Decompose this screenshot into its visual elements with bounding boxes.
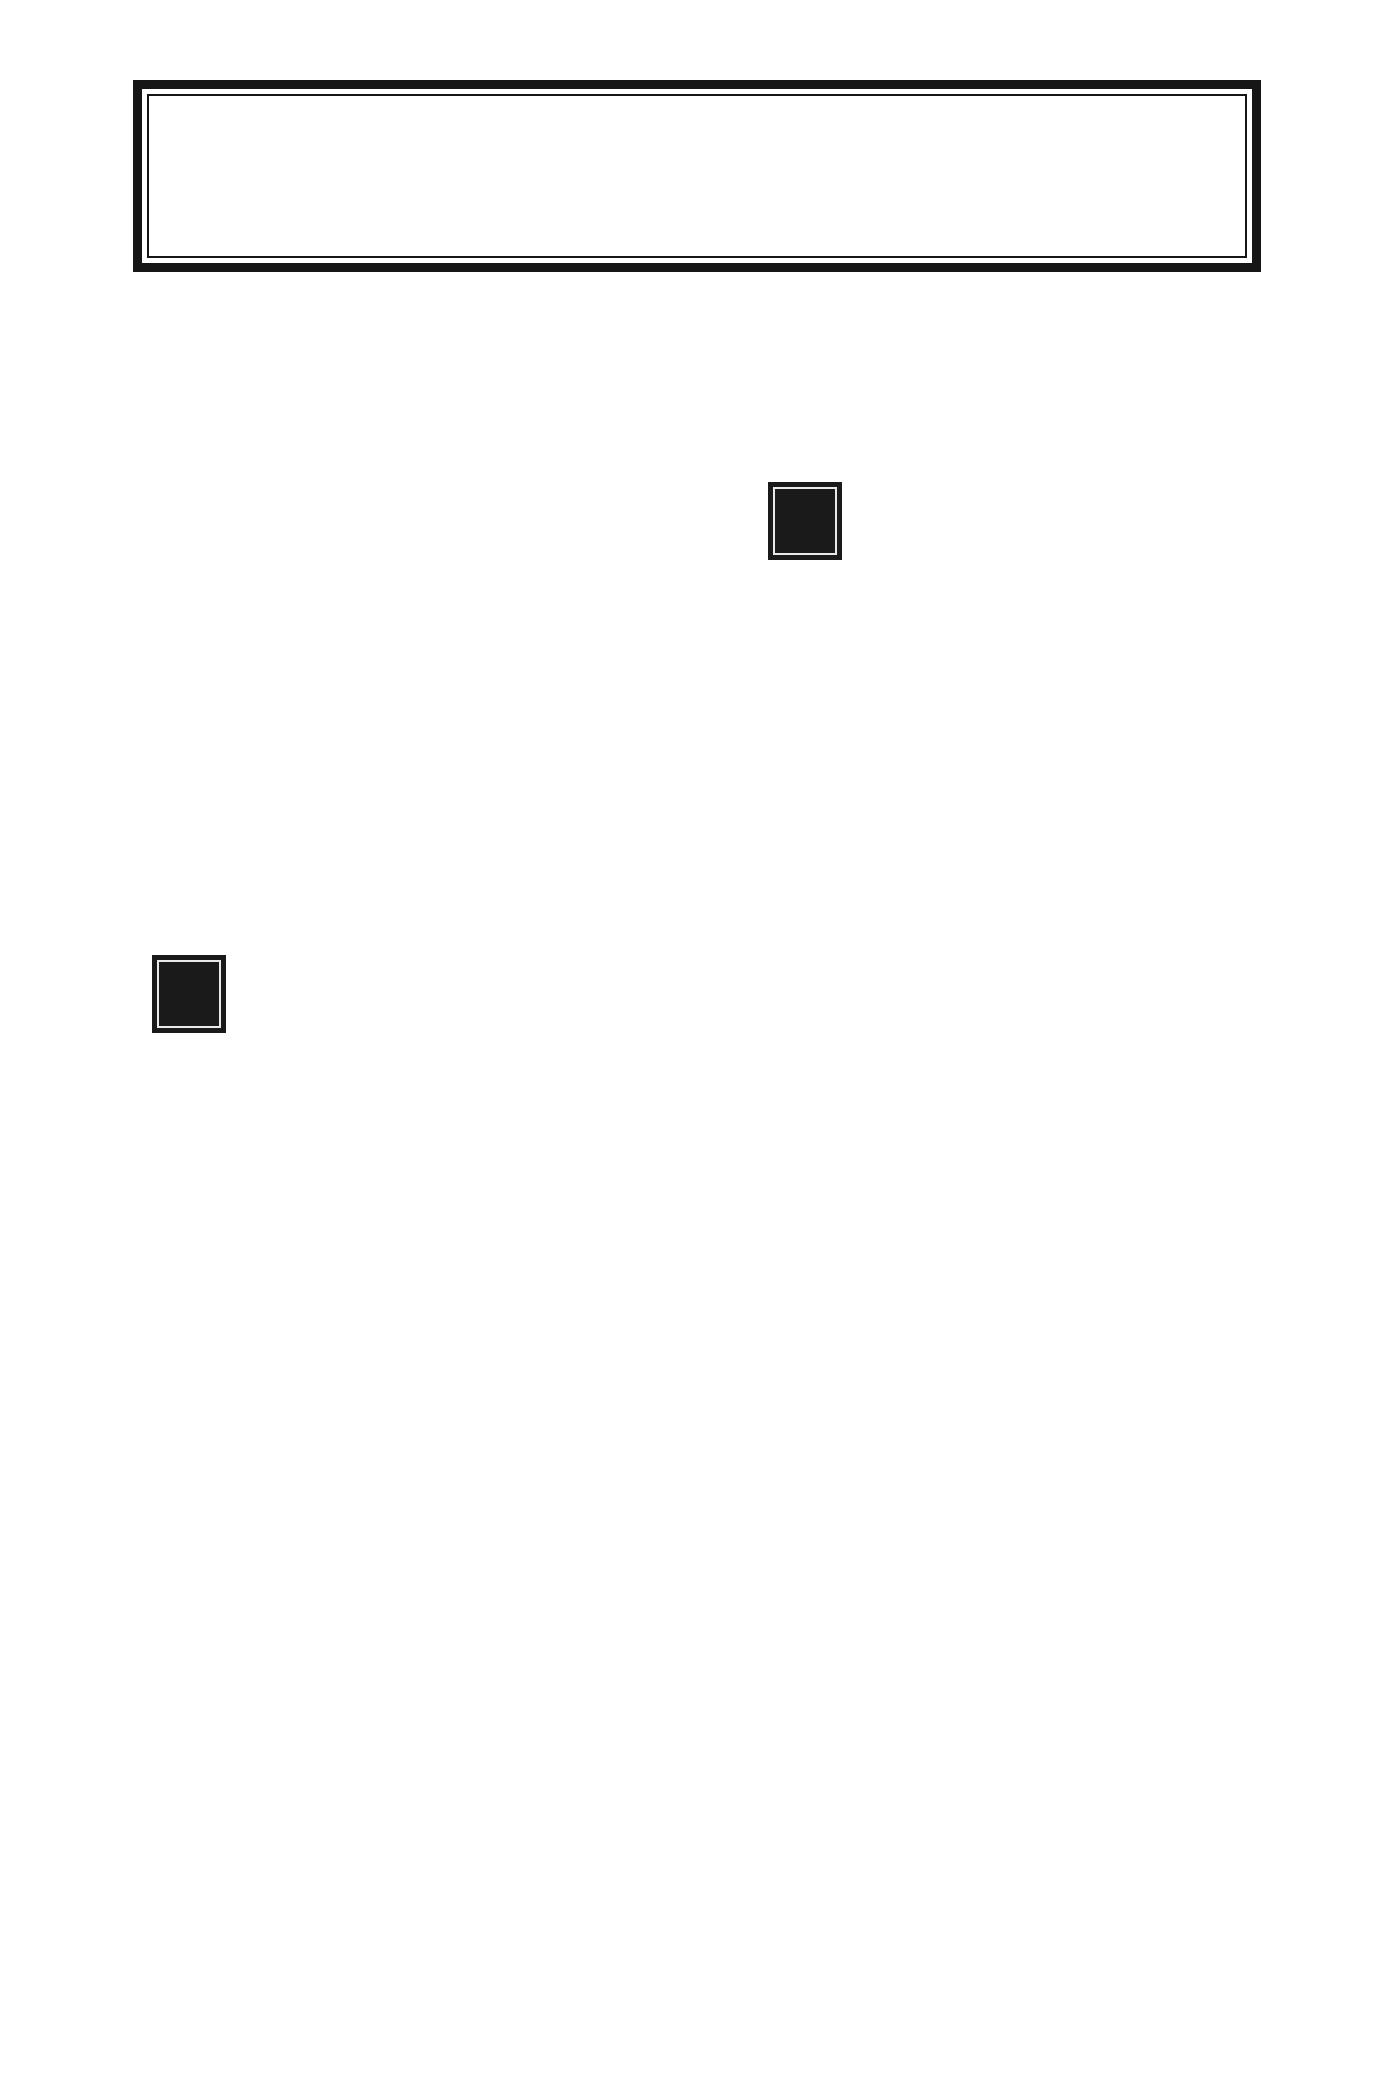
generation-badge-2-rule [773, 487, 837, 555]
title-banner [133, 80, 1261, 272]
generation-badge-1-rule [157, 960, 221, 1028]
generation-badge-2 [768, 482, 842, 560]
title-banner-inner-rule [147, 94, 1247, 258]
generation-badge-1 [152, 955, 226, 1033]
